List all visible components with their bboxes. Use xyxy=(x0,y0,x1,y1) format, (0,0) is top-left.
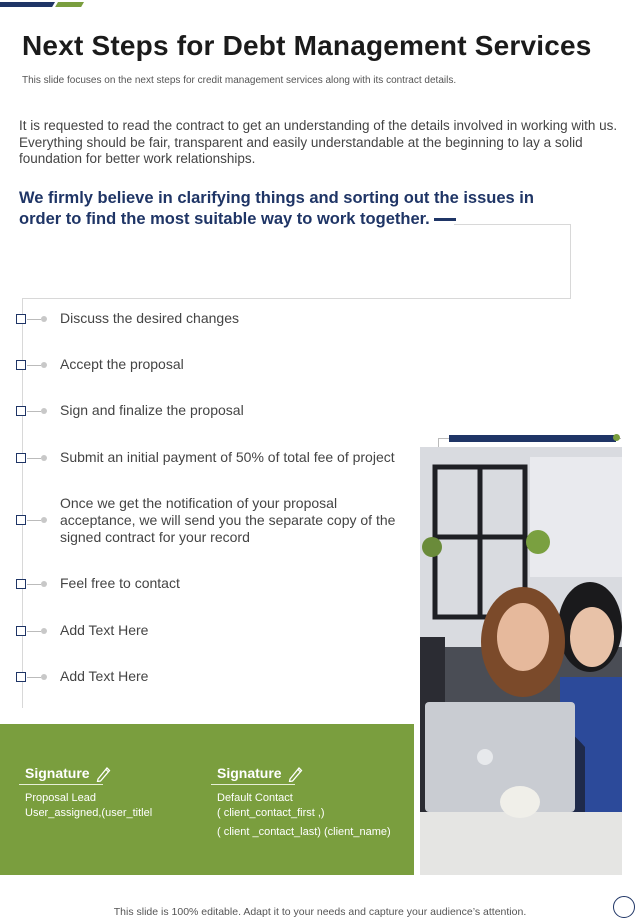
photo-accent-bar xyxy=(449,435,616,442)
signature-panel xyxy=(0,724,414,875)
pen-icon xyxy=(287,764,305,782)
square-marker-icon xyxy=(16,360,26,370)
step-dot xyxy=(41,316,47,322)
step-connector xyxy=(27,584,41,585)
step-dot xyxy=(41,408,47,414)
signature-line1: Default Contact xyxy=(217,792,293,804)
square-marker-icon xyxy=(16,515,26,525)
top-accent-green xyxy=(55,2,84,7)
signature-line2: ( client_contact_first ,) xyxy=(217,807,325,819)
decorative-frame-top xyxy=(454,224,570,225)
pen-icon xyxy=(95,764,113,782)
footer-note: This slide is 100% editable. Adapt it to your needs and capture your audience’s attention. xyxy=(113,906,527,918)
team-photo-illustration xyxy=(420,447,622,875)
highlight-dash xyxy=(434,218,456,221)
step-dot xyxy=(41,517,47,523)
step-text: Discuss the desired changes xyxy=(60,310,239,326)
square-marker-icon xyxy=(16,672,26,682)
step-connector xyxy=(27,520,41,521)
page-marker-circle xyxy=(613,896,635,918)
top-accent-navy xyxy=(0,2,55,7)
step-text: Add Text Here xyxy=(60,622,149,638)
square-marker-icon xyxy=(16,406,26,416)
signature-block-contact xyxy=(217,764,391,840)
step-connector xyxy=(27,365,41,366)
photo-accent-dot xyxy=(613,434,620,441)
square-marker-icon xyxy=(16,626,26,636)
step-connector xyxy=(27,411,41,412)
square-marker-icon xyxy=(16,314,26,324)
signature-line2: User_assigned,(user_titlel xyxy=(25,807,153,819)
page-title: Next Steps for Debt Management Services xyxy=(22,30,592,61)
signature-heading: Signature xyxy=(217,765,282,781)
step-dot xyxy=(41,362,47,368)
signature-heading: Signature xyxy=(25,765,90,781)
signature-line1: Proposal Lead xyxy=(25,792,96,804)
highlight-text: We firmly believe in clarifying things and sorting out the issues in order to find the most suitable way to work together. xyxy=(19,189,534,228)
signature-block-lead xyxy=(25,764,152,821)
team-photo xyxy=(420,447,622,875)
step-connector xyxy=(27,631,41,632)
step-text: Submit an initial payment of 50% of total fee of project xyxy=(60,449,395,465)
step-dot xyxy=(41,581,47,587)
step-dot xyxy=(41,455,47,461)
step-connector xyxy=(27,677,41,678)
step-dot xyxy=(41,674,47,680)
square-marker-icon xyxy=(16,453,26,463)
step-connector xyxy=(27,458,41,459)
step-text: Accept the proposal xyxy=(60,356,184,372)
signature-underline xyxy=(211,784,295,785)
square-marker-icon xyxy=(16,579,26,589)
signature-line3: ( client _contact_last) (client_name) xyxy=(217,826,391,838)
step-text: Once we get the notification of your proposal acceptance, we will send you the separate copy of the signed contract for your record xyxy=(60,495,396,545)
step-text: Add Text Here xyxy=(60,668,149,684)
step-dot xyxy=(41,628,47,634)
step-text: Sign and finalize the proposal xyxy=(60,402,244,418)
step-connector xyxy=(27,319,41,320)
step-text: Feel free to contact xyxy=(60,575,180,591)
decorative-frame xyxy=(22,224,571,299)
signature-underline xyxy=(19,784,103,785)
intro-paragraph: It is requested to read the contract to get an understanding of the details involved in working with us. Everything should be fair, transparent and easily understandable at the beginning to lay a solid foundation for better work relationships. xyxy=(19,118,618,166)
page-subtitle: This slide focuses on the next steps for credit management services along with its contract details. xyxy=(22,75,457,86)
